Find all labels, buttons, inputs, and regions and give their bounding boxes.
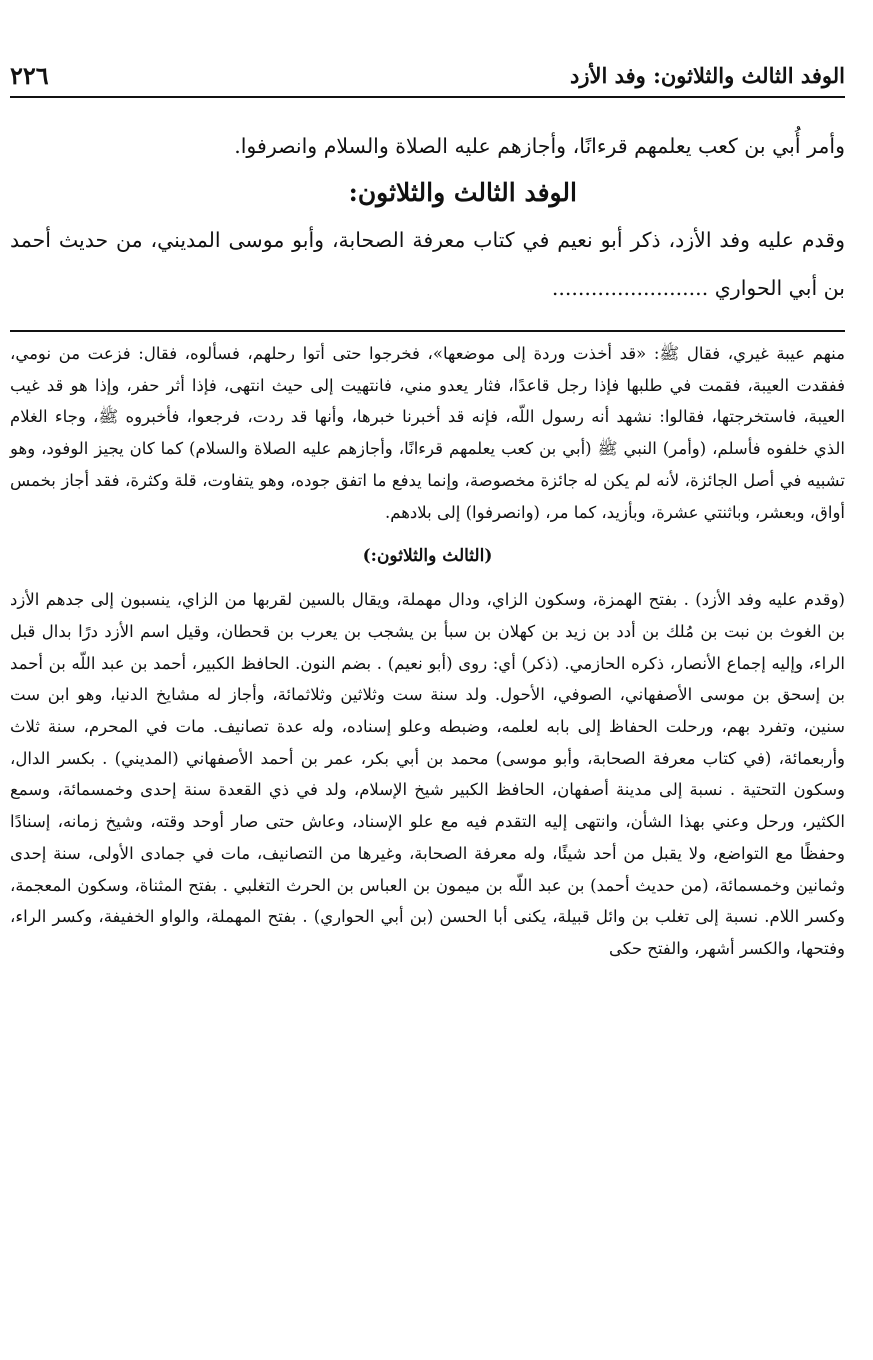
main-paragraph xyxy=(10,216,845,312)
running-title: الوفد الثالث والثلاثون: وفد الأزد xyxy=(570,62,845,88)
section-title: الوفد الثالث والثلاثون: xyxy=(348,178,577,207)
footnote-divider xyxy=(10,330,845,332)
main-text xyxy=(10,122,845,312)
page-number: ٢٢٦ xyxy=(10,60,49,90)
ellipsis-dots: ........................ xyxy=(551,276,709,300)
running-header xyxy=(10,54,845,98)
main-line-1: وأمر أُبي بن كعب يعلمهم قرءانًا، وأجازهم عليه الصلاة والسلام وانصرفوا. xyxy=(234,134,845,158)
commentary xyxy=(10,338,845,965)
commentary-paragraph-2: (وقدم عليه وفد الأزد) . بفتح الهمزة، وسكون الزاي، ودال مهملة، ويقال بالسين لقربها من الزاي، ينسبون إلى جدهم الأزد بن الغوث بن نبت بن مُلك بن أدد بن زيد بن كهلان بن سبأ بن يشجب بن يعرب بن قحطان، وقيل اسم الأزد درًا بدال قبل الراء، وإليه إجماع الأنصار، ذكره الحازمي. (ذكر) أي: روى (أبو نعيم) . بضم النون. الحافظ الكبير، أحمد بن عبد اللّه بن أحمد بن إسحق بن موسى الأصفهاني، الصوفي، الأحول. ولد سنة ست وثلاثين وثلاثمائة، وأجاز له مشايخ الدنيا، وهو ابن ست سنين، وتفرد بهم، ورحلت الحفاظ إلى بابه لعلمه، وضبطه وعلو إسناده، وله عدة تصانيف. مات في المحرم، سنة ثلاث وأربعمائة، (في كتاب معرفة الصحابة، وأبو موسى) محمد بن أبي بكر، عمر بن أحمد الأصفهاني (المديني) . بكسر الدال، وسكون التحتية . نسبة إلى مدينة أصفهان، الحافظ الكبير شيخ الإسلام، ولد في ذي القعدة سنة إحدى وخمسمائة، وسمع الكثير، ورحل وعني بهذا الشأن، وانتهى إليه التقدم فيه مع علو الإسناد، وعاش حتى صار أوحد وقته، وشيخ زمانه، إسنادًا وحفظًا مع التواضع، ولا يقبل من أحد شيئًا، وله معرفة الصحابة، وغيرها من التصانيف، مات في جمادى الأولى، سنة إحدى وثمانين وخمسمائة، (من حديث أحمد) بن عبد اللّه بن ميمون بن العباس بن الحرث التغلبي . بفتح المثناة، وسكون المعجمة، وكسر اللام. نسبة إلى تغلب بن وائل قبيلة، يكنى أبا الحسن (بن أبي الحواري) . بفتح المهملة، والواو الخفيفة، وكسر الراء، وفتحها، والكسر أشهر، والفتح حكى xyxy=(10,590,845,958)
commentary-subheading: (الثالث والثلاثون:) xyxy=(362,546,493,567)
main-paragraph-text: وقدم عليه وفد الأزد، ذكر أبو نعيم في كتاب معرفة الصحابة، وأبو موسى المديني، من حديث أحمد بن أبي الحواري xyxy=(10,228,845,300)
commentary-paragraph-1: منهم عيبة غيري، فقال ﷺ: «قد أخذت وردة إلى موضعها»، فخرجوا حتى أتوا رحلهم، فسألوه، فقال: فزعت من نومي، ففقدت العيبة، فقمت في طلبها فإذا رجل قاعدًا، فثار يعدو مني، فانتهيت إلى حيث انتهى، فإذا أثر حفر، وإذا هو قد غيب العيبة، فاستخرجتها، فقالوا: نشهد أنه رسول اللّه، فإنه قد أخبرنا خبرها، وأنها قد ردت، فرجعوا، فأخبروه ﷺ، وجاء الغلام الذي خلفوه فأسلم، (وأمر) النبي ﷺ (أبي بن كعب يعلمهم قرءانًا، وأجازهم عليه الصلاة والسلام) كما كان يجيز الوفود، وهو تشبيه في أصل الجائزة، لأنه لم يكن له جائزة مخصوصة، وإنما يدفع ما اتفق جوده، وهو يتفاوت، قلة وكثرة، فقد أجاز بخمس أواق، وبعشر، وباثنتي عشرة، وبأزيد، كما مر، (وانصرفوا) إلى بلادهم. xyxy=(10,344,845,522)
